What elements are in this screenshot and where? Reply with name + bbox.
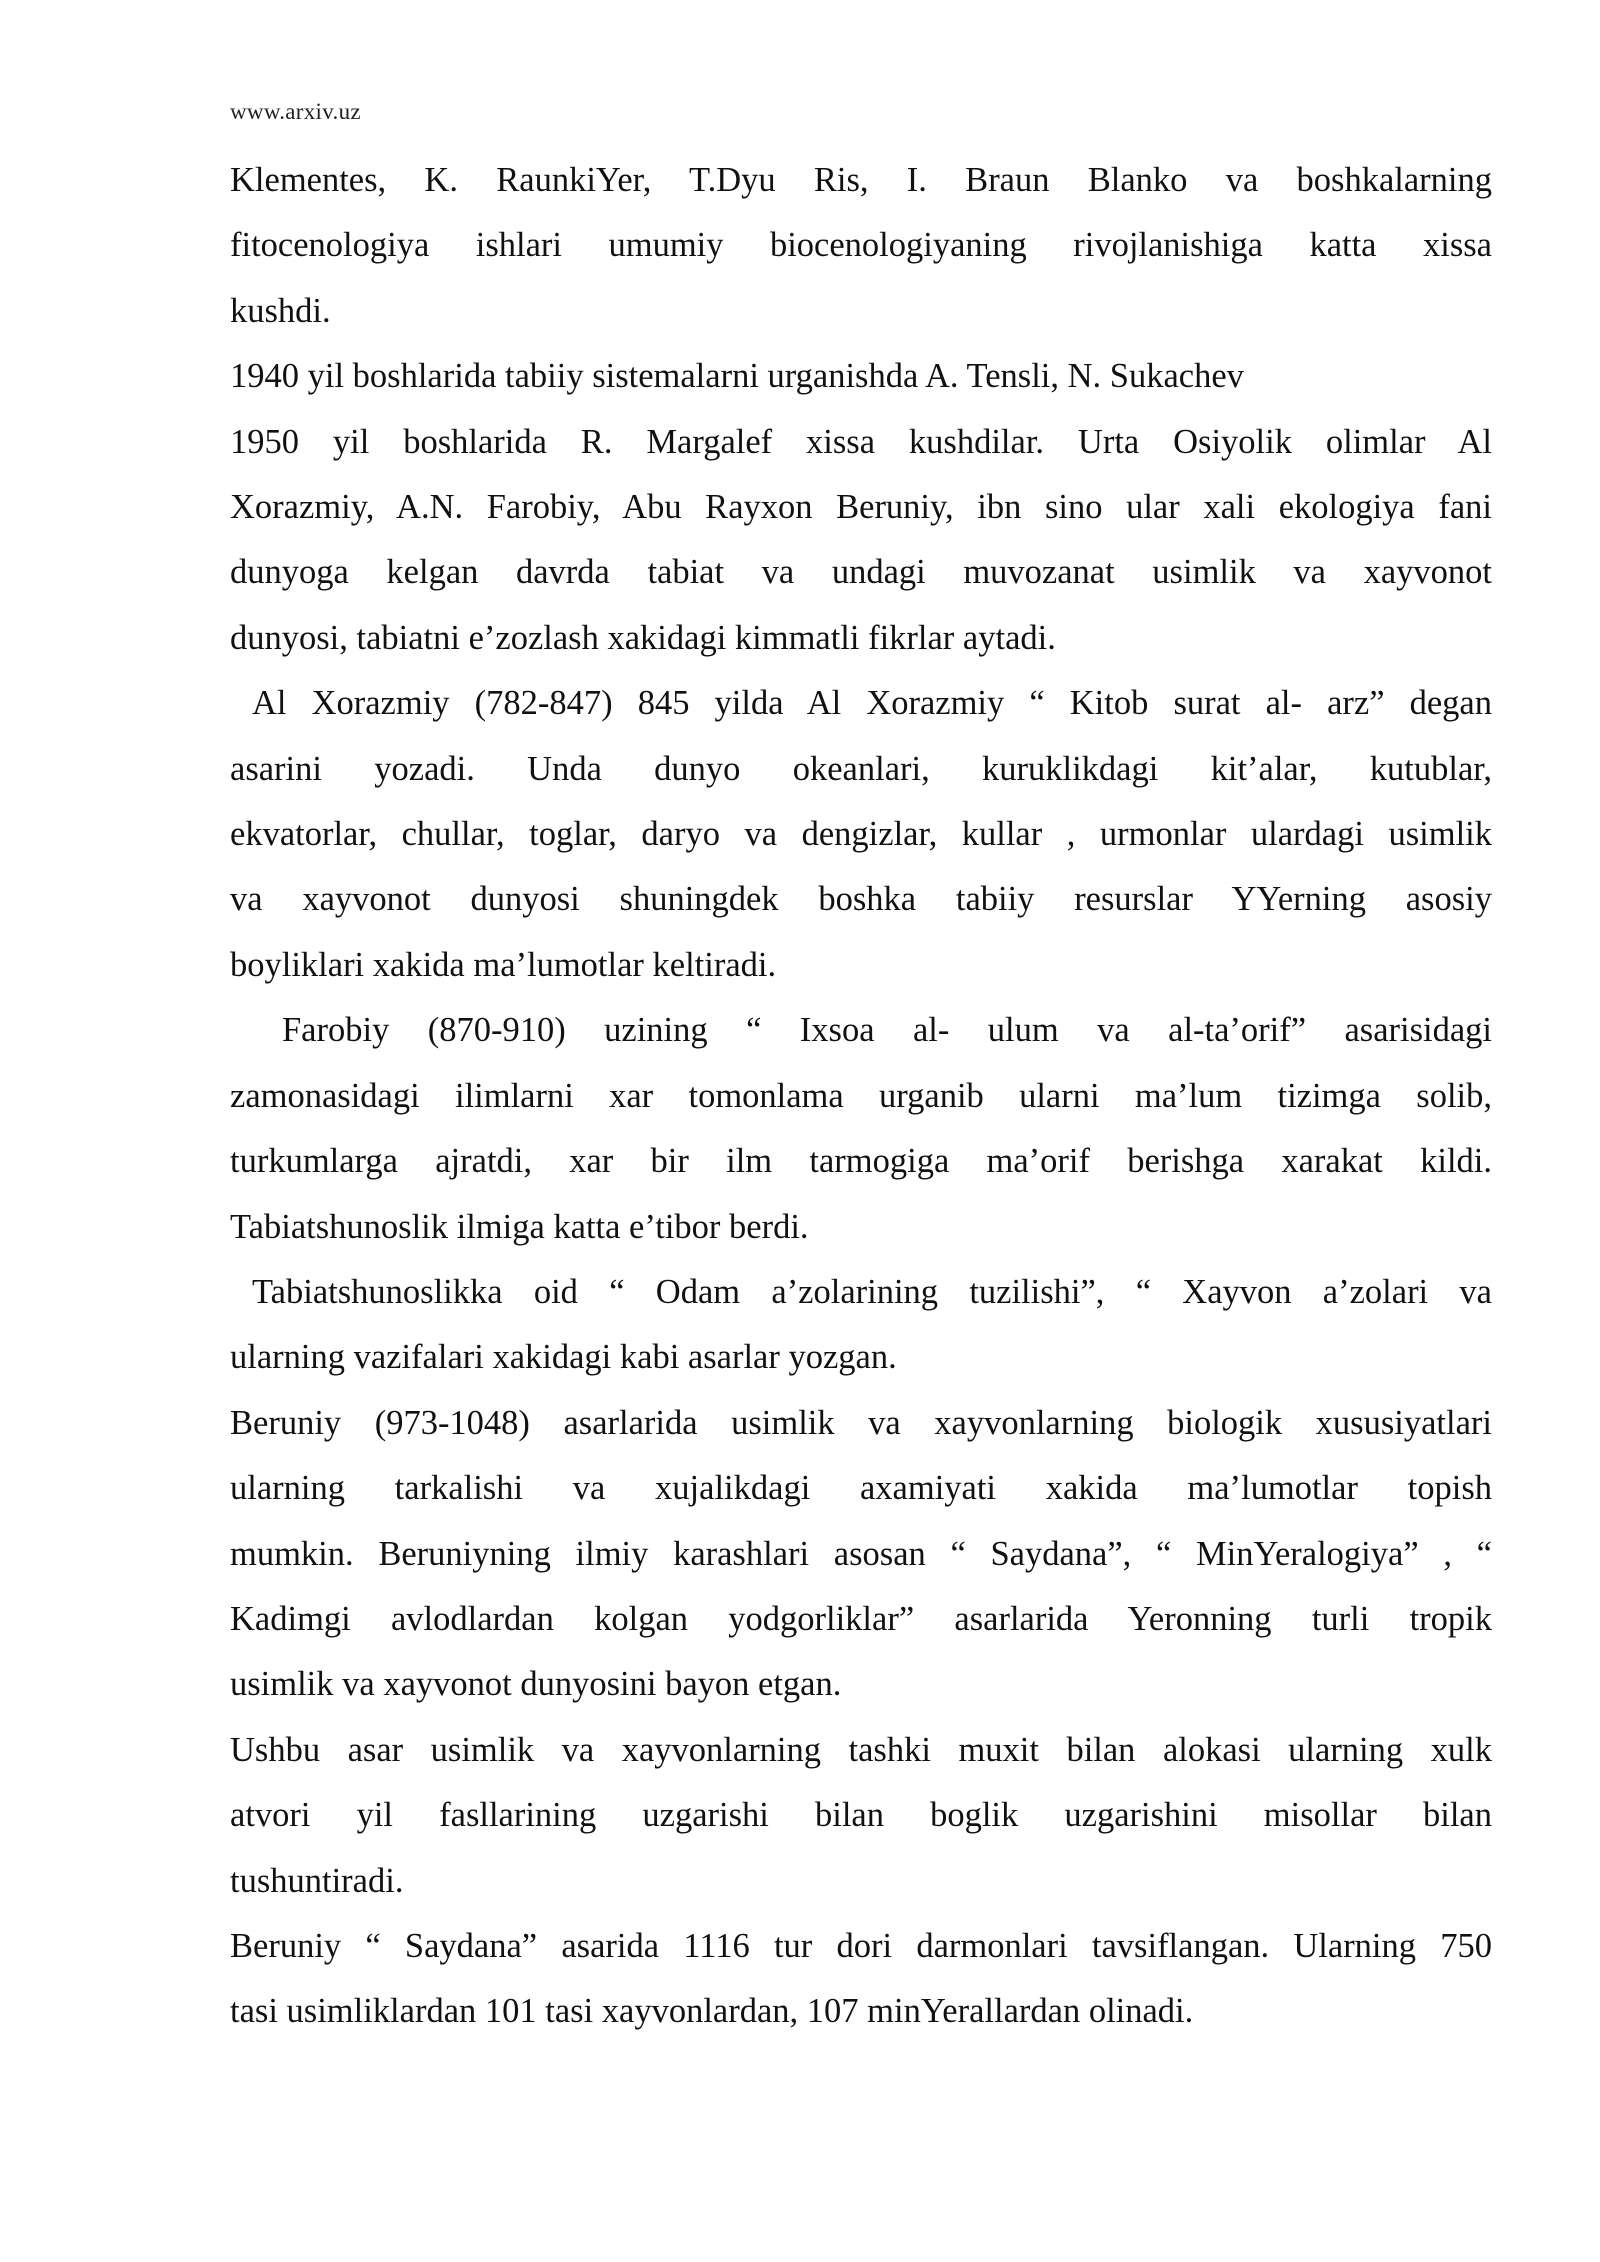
text-line: 1950 yil boshlarida R. Margalef xissa kushdilar. Urta Osiyolik olimlar Al [230, 422, 1492, 461]
header-url: www.arxiv.uz [230, 99, 361, 124]
text-line: zamonasidagi ilimlarni xar tomonlama urganib ularni ma’lum tizimga solib, [230, 1076, 1492, 1115]
text-line: Klementes, K. RaunkiYer, T.Dyu Ris, I. Braun Blanko va boshkalarning [230, 161, 1492, 199]
text-body [230, 148, 1492, 2045]
text-line: Tabiatshunoslik ilmiga katta e’tibor berdi. [230, 1207, 809, 1246]
text-line: Ushbu asar usimlik va xayvonlarning tashki muxit bilan alokasi ularning xulk [230, 1730, 1492, 1769]
text-line: ekvatorlar, chullar, toglar, daryo va dengizlar, kullar , urmonlar ulardagi usimlik [230, 815, 1492, 854]
text-line: Xorazmiy, A.N. Farobiy, Abu Rayxon Beruniy, ibn sino ular xali ekologiya fani [230, 488, 1492, 527]
text-line: 1940 yil boshlarida tabiiy sistemalarni urganishda A. Tensli, N. Sukachev [230, 357, 1244, 396]
text-line: ularning vazifalari xakidagi kabi asarlar yozgan. [230, 1338, 897, 1377]
text-line: fitocenologiya ishlari umumiy biocenologiyaning rivojlanishiga katta xissa [230, 226, 1492, 265]
text-line: usimlik va xayvonot dunyosini bayon etgan. [230, 1665, 842, 1704]
text-line: Beruniy “ Saydana” asarida 1116 tur dori darmonlari tavsiflangan. Ularning 750 [230, 1926, 1492, 1965]
text-line: boyliklari xakida ma’lumotlar keltiradi. [230, 945, 777, 984]
text-line: Kadimgi avlodlardan kolgan yodgorliklar” asarlarida Yeronning turli tropik [230, 1599, 1492, 1638]
text-line: Al Xorazmiy (782-847) 845 yilda Al Xorazmiy “ Kitob surat al- arz” degan [252, 684, 1492, 723]
text-line: Tabiatshunoslikka oid “ Odam a’zolarining tuzilishi”, “ Xayvon a’zolari va [252, 1272, 1492, 1311]
text-line: atvori yil fasllarining uzgarishi bilan boglik uzgarishini misollar bilan [230, 1796, 1492, 1835]
text-line: Beruniy (973-1048) asarlarida usimlik va xayvonlarning biologik xususiyatlari [230, 1403, 1492, 1442]
body-text [230, 148, 1492, 2045]
text-line: tushuntiradi. [230, 1861, 404, 1900]
text-line: va xayvonot dunyosi shuningdek boshka tabiiy resurslar YYerning asosiy [230, 880, 1492, 919]
text-line: turkumlarga ajratdi, xar bir ilm tarmogiga ma’orif berishga xarakat kildi. [230, 1142, 1492, 1181]
text-line: ularning tarkalishi va xujalikdagi axamiyati xakida ma’lumotlar topish [230, 1469, 1492, 1508]
text-line: kushdi. [230, 291, 331, 330]
text-line: Farobiy (870-910) uzining “ Ixsoa al- ulum va al-ta’orif” asarisidagi [282, 1011, 1492, 1050]
text-line: mumkin. Beruniyning ilmiy karashlari asosan “ Saydana”, “ MinYeralogiya” , “ [230, 1534, 1492, 1573]
text-line: asarini yozadi. Unda dunyo okeanlari, kuruklikdagi kit’alar, kutublar, [230, 749, 1492, 788]
text-line: dunyosi, tabiatni e’zozlash xakidagi kimmatli fikrlar aytadi. [230, 618, 1056, 657]
text-line: dunyoga kelgan davrda tabiat va undagi muvozanat usimlik va xayvonot [230, 553, 1492, 592]
text-line: tasi usimliklardan 101 tasi xayvonlardan, 107 minYerallardan olinadi. [230, 1992, 1194, 2031]
